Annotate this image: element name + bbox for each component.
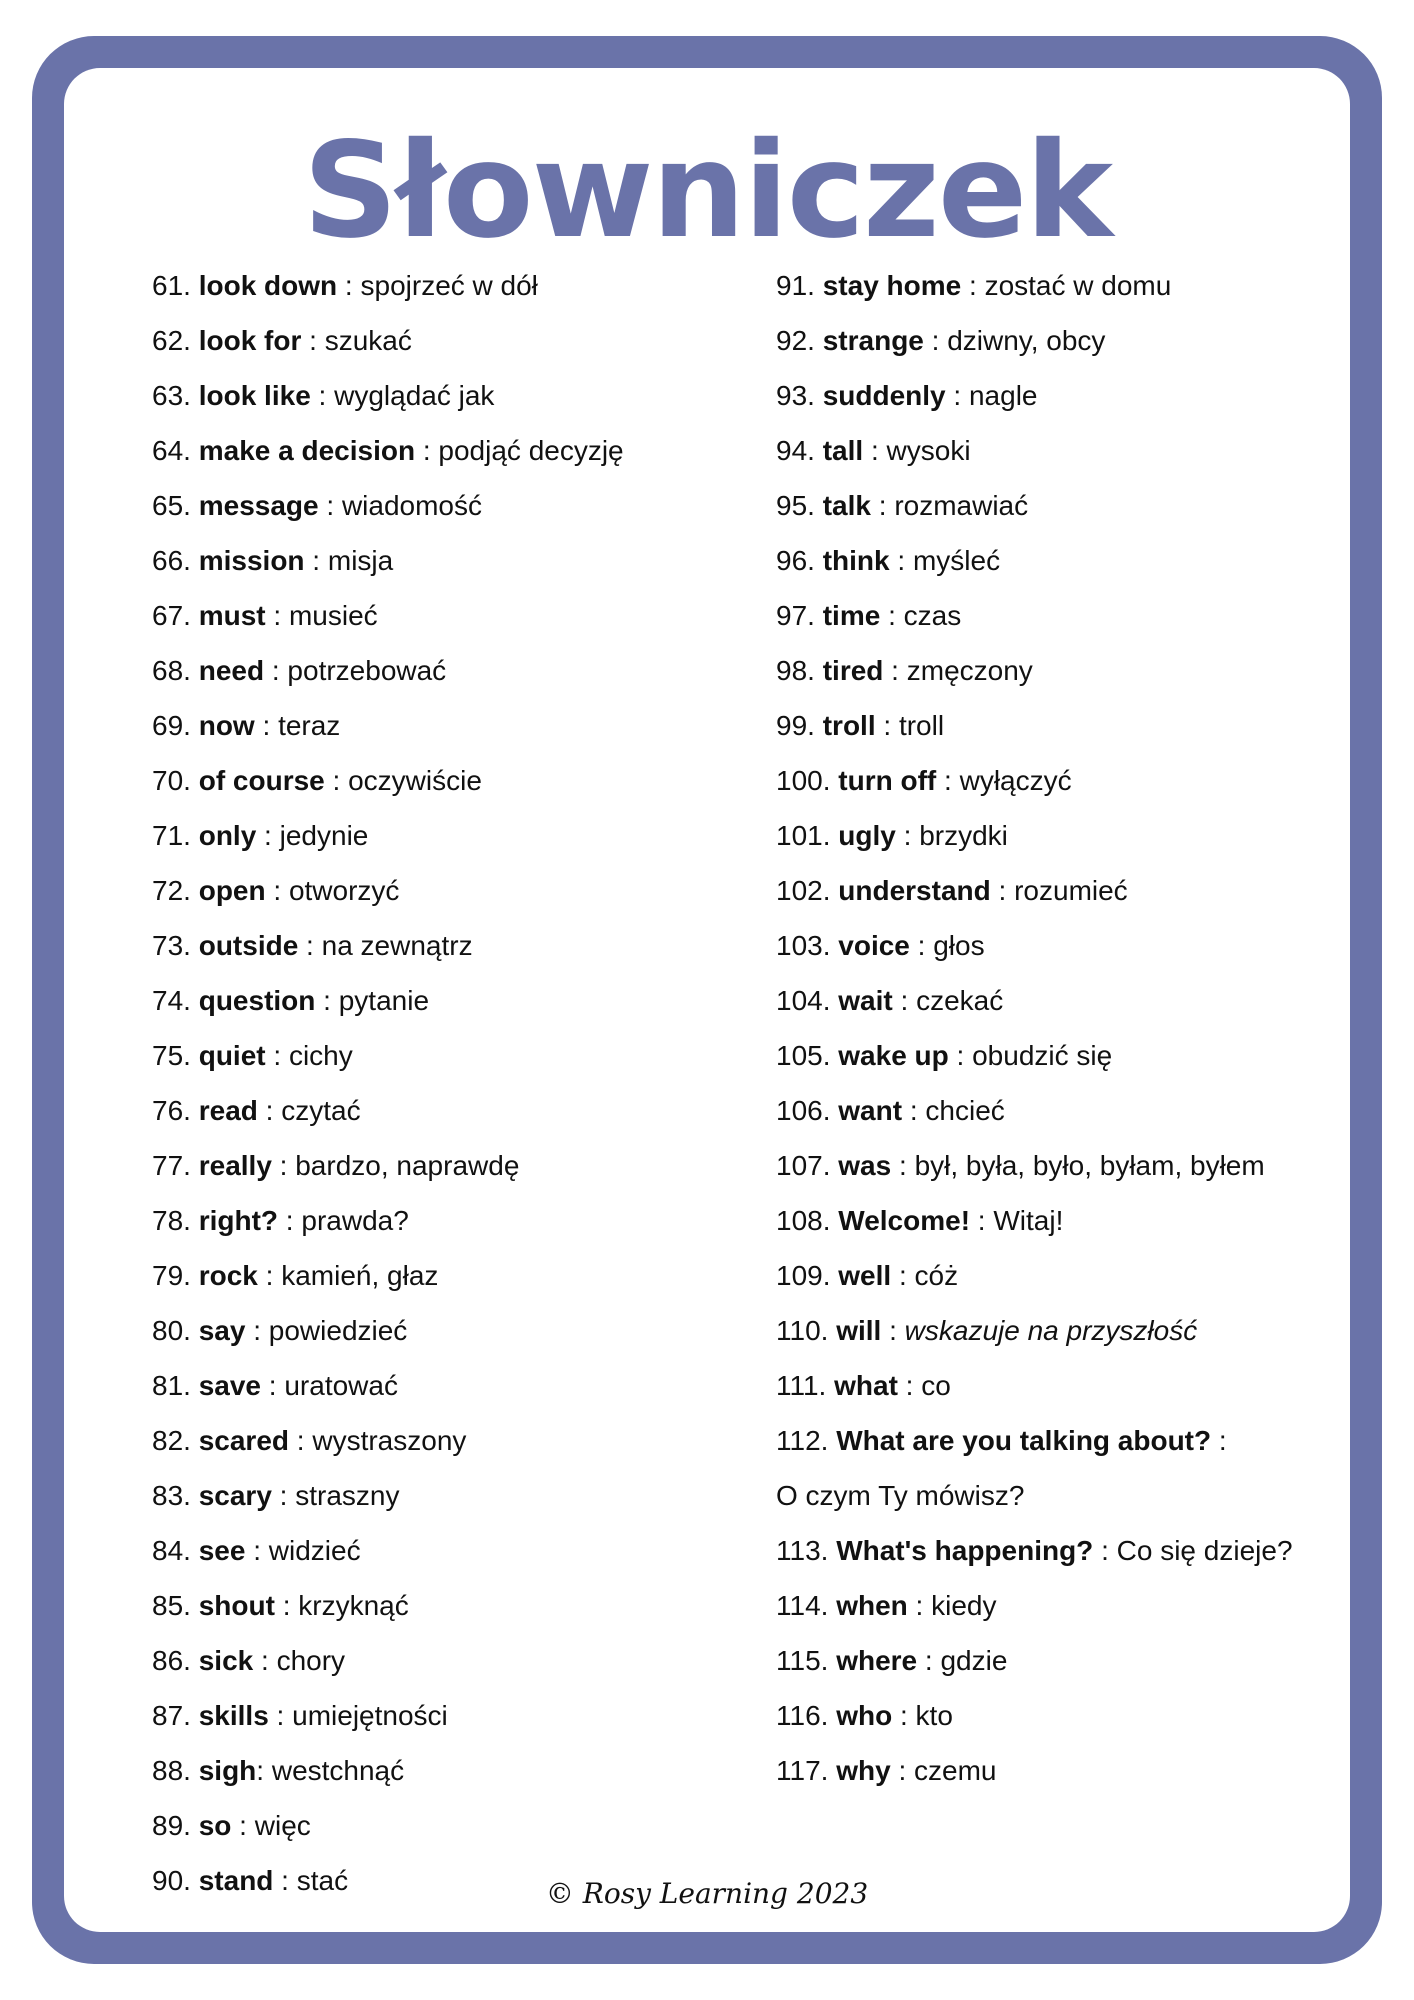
vocabulary-entry [776, 1413, 1336, 1468]
vocabulary-entry [776, 1138, 1336, 1193]
entry-term: was [838, 1150, 892, 1181]
entry-definition: dziwny, obcy [947, 325, 1106, 356]
entry-definition: głos [933, 930, 985, 961]
entry-number: 89. [152, 1810, 191, 1841]
entry-definition: umiejętności [292, 1700, 448, 1731]
vocabulary-sheet [64, 68, 1350, 1932]
vocabulary-entry [776, 643, 1336, 698]
entry-definition: wystraszony [312, 1425, 467, 1456]
vocabulary-entry [776, 1743, 1336, 1798]
entry-term: well [838, 1260, 892, 1291]
entry-definition: bardzo, naprawdę [295, 1150, 520, 1181]
entry-number: 100. [776, 765, 831, 796]
vocabulary-entry [776, 1468, 1336, 1523]
entry-number: 71. [152, 820, 191, 851]
entry-definition: zmęczony [906, 655, 1033, 686]
entry-term: sigh [198, 1755, 257, 1786]
entry-definition: na zewnątrz [321, 930, 473, 961]
entry-separator: : [337, 270, 361, 301]
vocabulary-entry [776, 533, 1336, 588]
entry-number: 90. [152, 1865, 191, 1896]
vocabulary-entry [152, 1578, 752, 1633]
vocabulary-entry [776, 258, 1336, 313]
entry-term: quiet [198, 1040, 266, 1071]
vocabulary-entry [152, 1688, 752, 1743]
entry-definition: podjąć decyzję [438, 435, 624, 466]
vocabulary-entry [776, 1523, 1336, 1578]
entry-separator: : [961, 270, 985, 301]
entry-definition: zostać w domu [984, 270, 1172, 301]
entry-term: right? [198, 1205, 279, 1236]
entry-definition: co [921, 1370, 951, 1401]
entry-separator: : [890, 1755, 915, 1786]
entry-number: 81. [152, 1370, 191, 1401]
entry-number: 88. [152, 1755, 191, 1786]
entry-definition: westchnąć [271, 1755, 405, 1786]
entry-definition: wyłączyć [959, 765, 1072, 796]
entry-definition: wyglądać jak [334, 380, 495, 411]
entry-number: 78. [152, 1205, 191, 1236]
entry-separator: : [257, 1095, 282, 1126]
vocabulary-entry [152, 1413, 752, 1468]
vocabulary-entry [152, 1743, 752, 1798]
entry-number: 117. [776, 1755, 829, 1786]
entry-term: shout [198, 1590, 275, 1621]
vocabulary-entry [152, 1358, 752, 1413]
entry-separator: : [298, 930, 322, 961]
entry-separator: : [897, 1370, 922, 1401]
entry-definition: był, była, było, byłam, byłem [914, 1150, 1265, 1181]
vocabulary-entry [152, 1028, 752, 1083]
entry-definition: czekać [916, 985, 1004, 1016]
vocabulary-entry [152, 368, 752, 423]
entry-separator: : [318, 490, 342, 521]
entry-term: really [198, 1150, 272, 1181]
entry-separator: : [863, 435, 887, 466]
entry-number: 82. [152, 1425, 191, 1456]
entry-separator: : [268, 1700, 293, 1731]
entry-separator: : [891, 1150, 915, 1181]
entry-separator: : [245, 1315, 269, 1346]
vocabulary-entry [152, 1138, 752, 1193]
entry-term: Welcome! [838, 1205, 971, 1236]
entry-separator: : [273, 1865, 297, 1896]
entry-number: 62. [152, 325, 191, 356]
entry-number: 73. [152, 930, 191, 961]
entry-definition: misja [327, 545, 394, 576]
entry-term: why [836, 1755, 891, 1786]
entry-term: turn off [838, 765, 937, 796]
entry-number: 103. [776, 930, 831, 961]
entry-term: skills [198, 1700, 269, 1731]
entry-definition: teraz [278, 710, 341, 741]
entry-number: 116. [776, 1700, 829, 1731]
vocabulary-entry [152, 1468, 752, 1523]
entry-number: 75. [152, 1040, 191, 1071]
vocabulary-entry [776, 313, 1336, 368]
entry-term: strange [822, 325, 924, 356]
entry-term: troll [822, 710, 876, 741]
entry-term: sick [198, 1645, 254, 1676]
entry-separator: : [970, 1205, 994, 1236]
entry-term: say [198, 1315, 246, 1346]
entry-definition: więc [254, 1810, 311, 1841]
entry-separator: : [892, 985, 917, 1016]
entry-term: wake up [838, 1040, 949, 1071]
entry-definition: szukać [324, 325, 412, 356]
vocabulary-entry [776, 478, 1336, 533]
vocabulary-entry [776, 973, 1336, 1028]
entry-definition: Co się dzieje? [1116, 1535, 1293, 1566]
entry-definition: kto [915, 1700, 953, 1731]
vocabulary-entry [776, 1083, 1336, 1138]
vocabulary-entry [776, 753, 1336, 808]
entry-definition: cichy [288, 1040, 353, 1071]
entry-number: 84. [152, 1535, 191, 1566]
page-title: Słowniczek [302, 114, 1112, 268]
entry-term: What are you talking about? [836, 1425, 1212, 1456]
entry-term: make a decision [198, 435, 416, 466]
vocabulary-entry [152, 478, 752, 533]
entry-separator: : [278, 1205, 302, 1236]
entry-definition: pytanie [338, 985, 430, 1016]
entry-separator: : [945, 380, 969, 411]
entry-separator: : [265, 1040, 289, 1071]
entry-number: 87. [152, 1700, 191, 1731]
entry-definition: otworzyć [288, 875, 400, 906]
entry-number: 63. [152, 380, 191, 411]
entry-number: 92. [776, 325, 815, 356]
entry-definition: chory [276, 1645, 346, 1676]
entry-definition: straszny [295, 1480, 400, 1511]
vocabulary-entry [776, 423, 1336, 478]
entry-term: look like [198, 380, 311, 411]
entry-term: so [198, 1810, 232, 1841]
vocabulary-entry [776, 918, 1336, 973]
entry-definition: powiedzieć [268, 1315, 408, 1346]
vocabulary-entry [776, 1633, 1336, 1688]
vocabulary-entry [776, 368, 1336, 423]
copyright-footer: © Rosy Learning 2023 [545, 1877, 869, 1910]
entry-number: 61. [152, 270, 191, 301]
entry-separator: : [917, 1645, 941, 1676]
entry-number: 69. [152, 710, 191, 741]
entry-number: 91. [776, 270, 815, 301]
entry-definition: kamień, głaz [281, 1260, 439, 1291]
entry-separator: : [895, 820, 920, 851]
entry-term: will [836, 1315, 882, 1346]
vocabulary-entry [152, 918, 752, 973]
entry-number: 86. [152, 1645, 191, 1676]
entry-number: 95. [776, 490, 815, 521]
entry-separator: : [891, 1260, 915, 1291]
entry-separator: : [315, 985, 339, 1016]
vocabulary-entry [152, 1248, 752, 1303]
entry-term: suddenly [822, 380, 946, 411]
entry-number: 72. [152, 875, 191, 906]
entry-separator: : [909, 930, 934, 961]
entry-definition: czytać [281, 1095, 361, 1126]
entry-separator: : [880, 600, 904, 631]
entry-term: what [834, 1370, 898, 1401]
vocabulary-entry [776, 863, 1336, 918]
entry-term: talk [822, 490, 871, 521]
entry-term: question [198, 985, 316, 1016]
vocabulary-entry [152, 313, 752, 368]
vocabulary-entry [152, 753, 752, 808]
entry-separator: : [254, 710, 279, 741]
entry-separator: : [253, 1645, 277, 1676]
vocabulary-entry [152, 1633, 752, 1688]
entry-number: 64. [152, 435, 191, 466]
vocabulary-entry [776, 698, 1336, 753]
entry-definition: rozmawiać [894, 490, 1029, 521]
vocabulary-entry [152, 258, 752, 313]
entry-term: stand [198, 1865, 274, 1896]
entry-number: 107. [776, 1150, 831, 1181]
entry-number: 83. [152, 1480, 191, 1511]
entry-separator: : [907, 1590, 932, 1621]
entry-separator: : [265, 600, 289, 631]
entry-definition: chcieć [925, 1095, 1005, 1126]
entry-definition: cóż [914, 1260, 959, 1291]
entry-number: 113. [776, 1535, 829, 1566]
entry-separator: : [875, 710, 899, 741]
entry-number: 106. [776, 1095, 831, 1126]
entry-separator: : [948, 1040, 973, 1071]
vocabulary-entry [152, 1303, 752, 1358]
entry-term: want [838, 1095, 903, 1126]
entry-separator: : [271, 1150, 296, 1181]
entry-term: think [822, 545, 890, 576]
entry-term: outside [198, 930, 299, 961]
entry-number: 74. [152, 985, 191, 1016]
entry-number: 115. [776, 1645, 829, 1676]
vocabulary-entry [776, 1688, 1336, 1743]
entry-separator: : [274, 1590, 299, 1621]
entry-term: voice [838, 930, 910, 961]
entry-number: 101. [776, 820, 831, 851]
entry-number: 85. [152, 1590, 191, 1621]
entry-number: 104. [776, 985, 831, 1016]
entry-separator: : [1211, 1425, 1227, 1456]
vocabulary-entry [152, 808, 752, 863]
entry-number: 96. [776, 545, 815, 576]
entry-separator: : [936, 765, 960, 796]
entry-term: only [198, 820, 257, 851]
entry-definition: gdzie [940, 1645, 1008, 1676]
entry-number: 108. [776, 1205, 831, 1236]
vocabulary-entry [152, 1798, 752, 1853]
entry-term: mission [198, 545, 305, 576]
entry-definition: prawda? [301, 1205, 409, 1236]
vocabulary-entry [152, 588, 752, 643]
vocabulary-entry [152, 1193, 752, 1248]
entry-number: 112. [776, 1425, 829, 1456]
entry-definition: troll [898, 710, 945, 741]
entry-separator: : [902, 1095, 926, 1126]
vocabulary-entry [152, 973, 752, 1028]
vocabulary-entry [152, 423, 752, 478]
entry-separator: : [264, 655, 288, 686]
vocabulary-entry [152, 1523, 752, 1578]
entry-number: 93. [776, 380, 815, 411]
entry-term: need [198, 655, 265, 686]
entry-number: 110. [776, 1315, 829, 1346]
entry-term: open [198, 875, 266, 906]
entry-separator: : [923, 325, 948, 356]
entry-term: What's happening? [836, 1535, 1094, 1566]
entry-term: scary [198, 1480, 272, 1511]
entry-number: 79. [152, 1260, 191, 1291]
entry-definition: jedynie [279, 820, 369, 851]
entry-definition: stać [296, 1865, 349, 1896]
entry-separator: : [257, 1260, 282, 1291]
entry-separator: : [1093, 1535, 1117, 1566]
entry-term: of course [198, 765, 325, 796]
entry-separator: : [883, 655, 907, 686]
vocabulary-entry [776, 1193, 1336, 1248]
entry-number: 67. [152, 600, 191, 631]
vocabulary-entry [152, 863, 752, 918]
entry-separator: : [265, 875, 289, 906]
vocabulary-entry [776, 808, 1336, 863]
entry-term: must [198, 600, 266, 631]
entry-separator: : [304, 545, 328, 576]
entry-number: 77. [152, 1150, 191, 1181]
vocabulary-list-left [152, 258, 752, 1908]
entry-separator: : [245, 1535, 269, 1566]
entry-term: read [198, 1095, 258, 1126]
entry-definition: widzieć [268, 1535, 361, 1566]
entry-number: 66. [152, 545, 191, 576]
entry-term: ugly [838, 820, 896, 851]
entry-definition: wskazuje na przyszłość [904, 1315, 1198, 1346]
entry-definition: potrzebować [287, 655, 447, 686]
entry-term: tired [822, 655, 884, 686]
entry-definition: rozumieć [1014, 875, 1128, 906]
vocabulary-entry [776, 1358, 1336, 1413]
vocabulary-entry [776, 1578, 1336, 1633]
entry-separator: : [256, 1755, 272, 1786]
entry-separator: : [310, 380, 335, 411]
entry-term: rock [198, 1260, 258, 1291]
entry-separator: : [870, 490, 895, 521]
entry-separator: : [415, 435, 439, 466]
entry-separator: : [301, 325, 325, 356]
entry-number: 70. [152, 765, 191, 796]
entry-definition: musieć [288, 600, 378, 631]
entry-term: now [198, 710, 255, 741]
entry-definition: obudzić się [972, 1040, 1113, 1071]
entry-separator: : [271, 1480, 296, 1511]
vocabulary-entry [152, 698, 752, 753]
entry-separator: : [289, 1425, 313, 1456]
entry-number: 98. [776, 655, 815, 686]
entry-term: time [822, 600, 881, 631]
entry-term: stay home [822, 270, 962, 301]
entry-number: 65. [152, 490, 191, 521]
entry-term: wait [838, 985, 893, 1016]
vocabulary-entry [152, 533, 752, 588]
entry-separator: : [881, 1315, 905, 1346]
entry-term: see [198, 1535, 246, 1566]
page-border [32, 36, 1382, 1964]
entry-definition: kiedy [931, 1590, 997, 1621]
entry-number: 114. [776, 1590, 829, 1621]
entry-separator: : [892, 1700, 916, 1731]
vocabulary-entry [776, 1303, 1336, 1358]
entry-number: 76. [152, 1095, 191, 1126]
entry-term: message [198, 490, 319, 521]
entry-definition: czas [903, 600, 962, 631]
vocabulary-entry [776, 1028, 1336, 1083]
entry-definition: wysoki [886, 435, 971, 466]
entry-separator: : [256, 820, 280, 851]
entry-number: 99. [776, 710, 815, 741]
entry-definition: wiadomość [341, 490, 482, 521]
entry-definition: nagle [968, 380, 1038, 411]
entry-separator: : [990, 875, 1015, 906]
entry-term: where [836, 1645, 918, 1676]
entry-separator: : [324, 765, 349, 796]
entry-term: save [198, 1370, 262, 1401]
vocabulary-entry [152, 643, 752, 698]
vocabulary-list-right [776, 258, 1336, 1798]
entry-definition: uratować [284, 1370, 398, 1401]
entry-separator: : [261, 1370, 285, 1401]
entry-term: who [836, 1700, 893, 1731]
entry-number: 105. [776, 1040, 831, 1071]
entry-number: 109. [776, 1260, 831, 1291]
entry-definition: krzyknąć [298, 1590, 409, 1621]
entry-number: 102. [776, 875, 831, 906]
vocabulary-entry [776, 1248, 1336, 1303]
vocabulary-entry [776, 588, 1336, 643]
entry-number: 80. [152, 1315, 191, 1346]
vocabulary-entry [152, 1083, 752, 1138]
entry-term: look for [198, 325, 302, 356]
entry-number: 97. [776, 600, 815, 631]
entry-separator: : [231, 1810, 255, 1841]
entry-definition: brzydki [919, 820, 1008, 851]
entry-definition: Witaj! [993, 1205, 1064, 1236]
entry-term: scared [198, 1425, 290, 1456]
entry-term: look down [198, 270, 338, 301]
entry-term: understand [838, 875, 991, 906]
entry-definition: oczywiście [348, 765, 482, 796]
entry-number: 94. [776, 435, 815, 466]
entry-term: tall [822, 435, 864, 466]
entry-separator: : [889, 545, 913, 576]
entry-number: 111. [776, 1370, 827, 1401]
entry-term: when [836, 1590, 908, 1621]
entry-definition: spojrzeć w dół [360, 270, 538, 301]
entry-definition: myśleć [912, 545, 1001, 576]
entry-definition: czemu [914, 1755, 997, 1786]
entry-definition: O czym Ty mówisz? [776, 1480, 1025, 1511]
entry-number: 68. [152, 655, 191, 686]
